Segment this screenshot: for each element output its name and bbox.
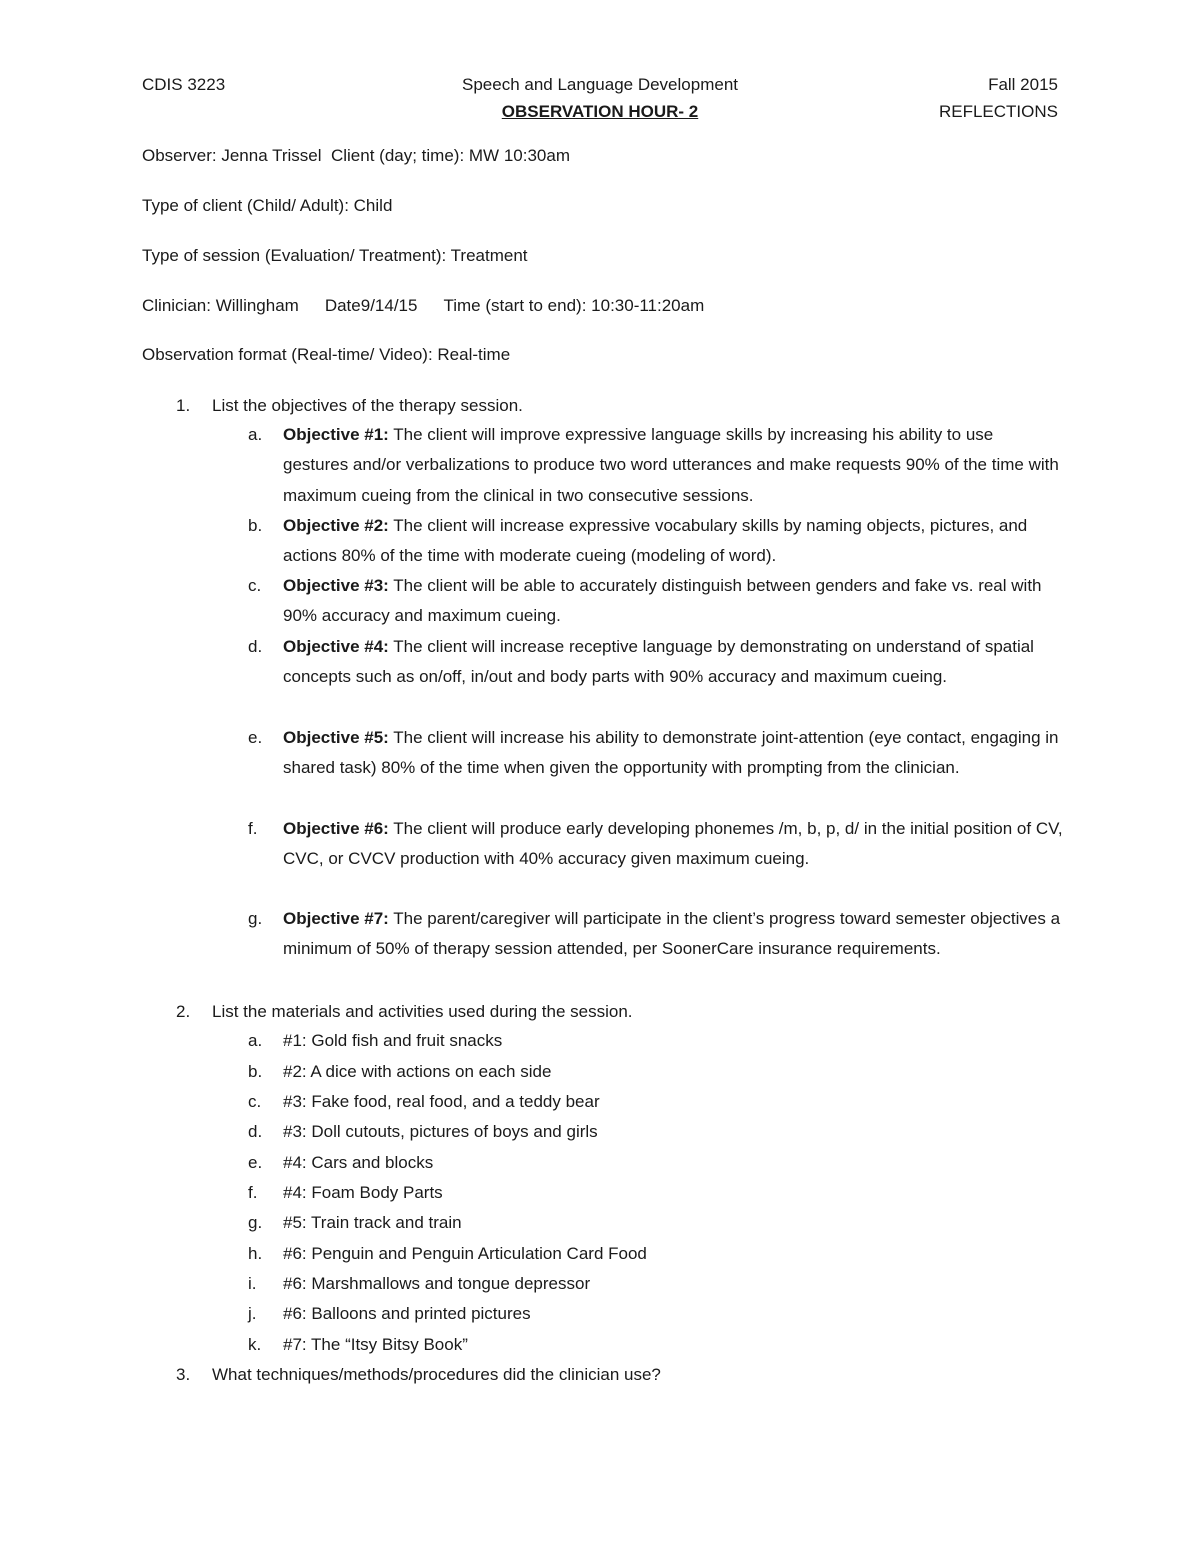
objective-label: Objective #2: [283, 516, 389, 535]
objective-text: The client will increase receptive language by demonstrating on understand of spatial concepts such as on/off, in/out and body parts with 90% accuracy and maximum cueing. [283, 637, 1034, 687]
objective-text: The client will improve expressive language skills by increasing his ability to use gestures and/or verbalizations to produce two word utterances and make requests 90% of the time with maximum cueing from the clinical in two consecutive sessions. [283, 425, 1059, 505]
list-letter: a. [248, 1031, 263, 1050]
clinician-line [142, 296, 704, 316]
question-text: List the materials and activities used during the session. [212, 1002, 633, 1021]
list-letter: i. [248, 1274, 257, 1293]
material-text: #5: Train track and train [283, 1213, 462, 1232]
header-row [142, 75, 1058, 99]
material-text: #6: Balloons and printed pictures [283, 1304, 531, 1323]
question-number: 1. [176, 396, 191, 415]
objective-label: Objective #5: [283, 728, 389, 747]
objective-text: The client will be able to accurately distinguish between genders and fake vs. real with 90% accuracy and maximum cueing. [283, 576, 1042, 626]
term: Fall 2015 [988, 75, 1058, 94]
material-text: #7: The “Itsy Bitsy Book” [283, 1335, 468, 1354]
client-field: Client (day; time): MW 10:30am [330, 146, 570, 165]
material-text: #2: A dice with actions on each side [283, 1062, 552, 1081]
objective-text: The parent/caregiver will participate in the client’s progress toward semester objectives a minimum of 50% of therapy session attended, per SoonerCare insurance requirements. [283, 909, 1061, 959]
list-letter: d. [248, 637, 263, 656]
material-text: #1: Gold fish and fruit snacks [283, 1031, 503, 1050]
list-letter: d. [248, 1122, 263, 1141]
time-field: Time (start to end): 10:30-11:20am [443, 296, 705, 315]
date-field: Date9/14/15 [324, 296, 418, 315]
question-text: What techniques/methods/procedures did the clinician use? [212, 1365, 661, 1384]
material-text: #6: Marshmallows and tongue depressor [283, 1274, 591, 1293]
session-type-field: Type of session (Evaluation/ Treatment): Treatment [142, 246, 528, 265]
document-type: REFLECTIONS [938, 102, 1058, 121]
observer-field: Observer: Jenna Trissel [142, 146, 322, 165]
course-code: CDIS 3223 [142, 75, 226, 94]
material-text: #3: Doll cutouts, pictures of boys and girls [283, 1122, 598, 1141]
header-row-2 [142, 102, 1058, 126]
list-letter: a. [248, 425, 263, 444]
material-text: #4: Foam Body Parts [283, 1183, 443, 1202]
objective-label: Objective #1: [283, 425, 389, 444]
question-number: 2. [176, 1002, 191, 1021]
material-text: #6: Penguin and Penguin Articulation Card Food [283, 1244, 647, 1263]
list-letter: c. [248, 1092, 262, 1111]
list-letter: e. [248, 1153, 263, 1172]
objective-label: Objective #6: [283, 819, 389, 838]
course-title: Speech and Language Development [462, 75, 738, 94]
list-letter: h. [248, 1244, 263, 1263]
list-letter: g. [248, 909, 263, 928]
material-text: #4: Cars and blocks [283, 1153, 434, 1172]
list-letter: b. [248, 1062, 263, 1081]
objective-text: The client will increase his ability to demonstrate joint-attention (eye contact, engaging in shared task) 80% of the time when given the opportunity with prompting from the clinician. [283, 728, 1059, 778]
objective-label: Objective #3: [283, 576, 389, 595]
client-type-field: Type of client (Child/ Adult): Child [142, 196, 393, 215]
objective-label: Objective #7: [283, 909, 389, 928]
question-text: List the objectives of the therapy session. [212, 396, 523, 415]
question-number: 3. [176, 1365, 191, 1384]
list-letter: e. [248, 728, 263, 747]
format-field: Observation format (Real-time/ Video): Real-time [142, 345, 511, 364]
material-text: #3: Fake food, real food, and a teddy bear [283, 1092, 600, 1111]
observer-line [142, 146, 570, 166]
document-title: OBSERVATION HOUR- 2 [501, 102, 699, 121]
clinician-field: Clinician: Willingham [142, 296, 299, 315]
list-letter: b. [248, 516, 263, 535]
objective-text: The client will produce early developing phonemes /m, b, p, d/ in the initial position of CV, CVC, or CVCV production with 40% accuracy given maximum cueing. [283, 819, 1063, 869]
list-letter: j. [248, 1304, 257, 1323]
list-letter: k. [248, 1335, 262, 1354]
list-letter: g. [248, 1213, 263, 1232]
list-letter: c. [248, 576, 262, 595]
objective-text: The client will increase expressive vocabulary skills by naming objects, pictures, and actions 80% of the time with moderate cueing (modeling of word). [283, 516, 1028, 566]
list-letter: f. [248, 1183, 258, 1202]
objective-label: Objective #4: [283, 637, 389, 656]
list-letter: f. [248, 819, 258, 838]
